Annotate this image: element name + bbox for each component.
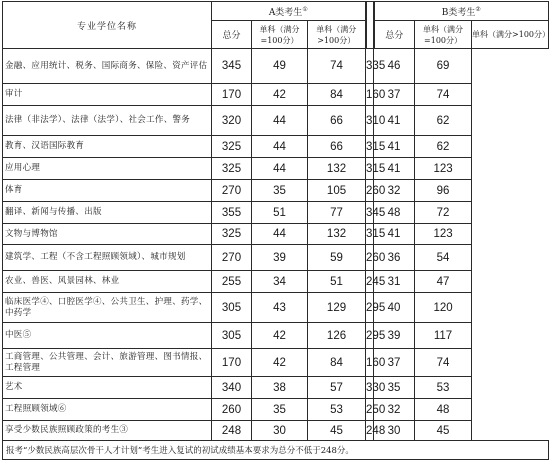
a-single-100: 34 [252,271,308,293]
degree-name: 法律（非法学）、法律（法学）、社会工作、警务 [3,106,212,136]
a-single-over100: 74 [308,49,366,84]
a-single-100: 44 [252,136,308,158]
b-single-over100: 123 [415,158,472,180]
degree-name: 审计 [3,84,212,106]
b-single-100: 31 [374,271,415,293]
table-row [3,421,549,441]
table-row [3,202,549,224]
a-single-over100: 57 [308,377,366,399]
a-single-over100: 53 [308,399,366,421]
a-single-over100: 84 [308,84,366,106]
a-single-over100: 132 [308,158,366,180]
a-single-over100: 132 [308,224,366,245]
b-total: 315 [366,158,374,180]
a-single-100: 39 [252,245,308,271]
table-row [3,106,549,136]
b-single-100: 39 [374,323,415,349]
a-single-100: 35 [252,180,308,202]
b-single-over100: 120 [415,293,472,323]
a-single-100: 49 [252,49,308,84]
b-single-over100: 48 [415,399,472,421]
degree-name: 建筑学、工程（不含工程照顾领域）、城市规划 [3,245,212,271]
b-single-100: 40 [374,293,415,323]
footnote: 报考“少数民族高层次骨干人才计划”考生进入复试的初试成绩基本要求为总分不低于248分。 [3,441,549,460]
a-single-100: 38 [252,377,308,399]
degree-name: 教育、汉语国际教育 [3,136,212,158]
header-single-100-a: 单科（满分=100分） [252,21,308,49]
b-single-over100: 74 [415,84,472,106]
b-single-over100: 74 [415,349,472,377]
a-single-over100: 59 [308,245,366,271]
table-row [3,84,549,106]
table-row [3,158,549,180]
b-single-100: 37 [374,349,415,377]
b-single-over100: 62 [415,136,472,158]
b-single-over100: 69 [415,49,472,84]
degree-name: 工商管理、公共管理、会计、旅游管理、图书情报、工程管理 [3,349,212,377]
a-single-100: 42 [252,84,308,106]
b-total: 260 [366,180,374,202]
b-single-over100: 47 [415,271,472,293]
b-single-100: 36 [374,245,415,271]
group-header-a: A类考生① [212,2,366,21]
footnote-row [3,441,549,460]
a-single-over100: 129 [308,293,366,323]
b-single-100: 41 [374,106,415,136]
a-single-100: 43 [252,293,308,323]
b-single-over100: 45 [415,421,472,441]
a-single-100: 44 [252,224,308,245]
b-single-over100: 96 [415,180,472,202]
a-single-100: 35 [252,399,308,421]
a-single-100: 42 [252,323,308,349]
a-single-over100: 51 [308,271,366,293]
header-single-over100-a: 单科（满分>100分） [308,21,366,49]
table-row [3,136,549,158]
a-single-100: 42 [252,349,308,377]
b-single-100: 41 [374,224,415,245]
table-row [3,180,549,202]
a-total: 340 [212,377,252,399]
a-single-100: 51 [252,202,308,224]
b-total: 160 [366,84,374,106]
degree-name: 翻译、新闻与传播、出版 [3,202,212,224]
a-total: 355 [212,202,252,224]
b-total: 310 [366,106,374,136]
header-single-over100-b: 单科（满分>100分） [472,21,549,49]
table-row [3,224,549,245]
table-row [3,271,549,293]
a-total: 325 [212,158,252,180]
a-total: 260 [212,399,252,421]
b-single-100: 35 [374,377,415,399]
b-total: 315 [366,136,374,158]
a-total: 255 [212,271,252,293]
b-single-100: 30 [374,421,415,441]
a-total: 248 [212,421,252,441]
score-table-container [2,1,548,463]
b-total: 335 [366,49,374,84]
degree-name: 工程照顾领域⑥ [3,399,212,421]
b-single-over100: 72 [415,202,472,224]
header-single-100-b: 单科（满分=100分） [415,21,472,49]
a-single-over100: 66 [308,136,366,158]
degree-name: 农业、兽医、风景园林、林业 [3,271,212,293]
table-row [3,49,549,84]
b-total: 295 [366,323,374,349]
b-single-100: 46 [374,49,415,84]
b-single-over100: 53 [415,377,472,399]
b-total: 345 [366,202,374,224]
b-single-100: 41 [374,136,415,158]
degree-name: 体育 [3,180,212,202]
b-total: 160 [366,349,374,377]
b-total: 260 [366,245,374,271]
a-single-100: 44 [252,158,308,180]
table-row [3,323,549,349]
b-single-100: 32 [374,399,415,421]
degree-name: 艺术 [3,377,212,399]
b-total: 250 [366,399,374,421]
a-total: 345 [212,49,252,84]
a-single-100: 30 [252,421,308,441]
table-row [3,349,549,377]
b-single-over100: 54 [415,245,472,271]
a-total: 305 [212,293,252,323]
b-single-100: 41 [374,158,415,180]
degree-name: 临床医学④、口腔医学④、公共卫生、护理、药学、中药学 [3,293,212,323]
a-single-over100: 126 [308,323,366,349]
a-total: 170 [212,84,252,106]
table-row [3,377,549,399]
b-total: 295 [366,293,374,323]
a-total: 170 [212,349,252,377]
b-single-100: 32 [374,180,415,202]
table-row [3,245,549,271]
table-row [3,399,549,421]
header-total-b: 总分 [374,21,415,49]
a-total: 305 [212,323,252,349]
a-single-over100: 105 [308,180,366,202]
a-total: 325 [212,136,252,158]
b-total: 248 [366,421,374,441]
a-total: 270 [212,245,252,271]
a-single-over100: 77 [308,202,366,224]
b-total: 245 [366,271,374,293]
column-divider [366,2,374,49]
a-single-over100: 66 [308,106,366,136]
group-header-b: B类考生② [374,2,549,21]
a-total: 320 [212,106,252,136]
b-total: 315 [366,224,374,245]
degree-name: 文物与博物馆 [3,224,212,245]
score-requirements-table [2,1,549,460]
a-total: 270 [212,180,252,202]
b-single-100: 48 [374,202,415,224]
table-row [3,293,549,323]
a-single-100: 44 [252,106,308,136]
header-total-a: 总分 [212,21,252,49]
b-single-over100: 117 [415,323,472,349]
degree-name: 中医⑤ [3,323,212,349]
a-single-over100: 84 [308,349,366,377]
degree-name: 享受少数民族照顾政策的考生③ [3,421,212,441]
a-total: 325 [212,224,252,245]
degree-name: 应用心理 [3,158,212,180]
b-single-over100: 123 [415,224,472,245]
b-single-100: 37 [374,84,415,106]
column-header-degree-name: 专业学位名称 [3,2,212,49]
a-single-over100: 45 [308,421,366,441]
degree-name: 金融、应用统计、税务、国际商务、保险、资产评估 [3,49,212,84]
b-single-over100: 62 [415,106,472,136]
b-total: 330 [366,377,374,399]
